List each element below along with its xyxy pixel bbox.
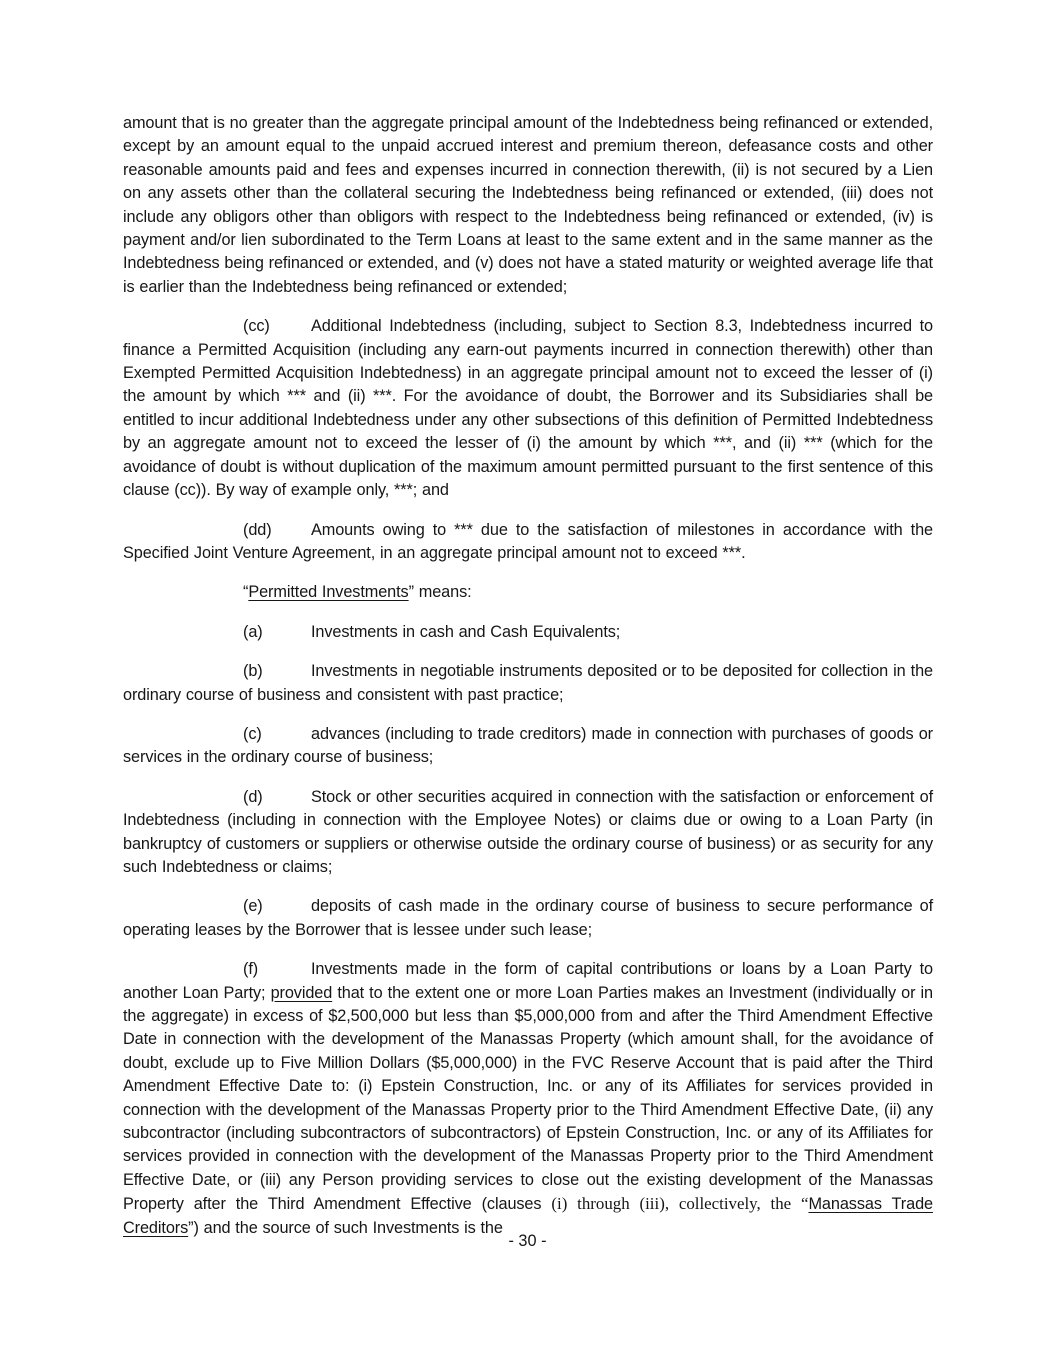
open-quote: “ (243, 583, 249, 602)
clause-label-b: (b) (243, 662, 263, 681)
paragraph-f (123, 958, 933, 1240)
paragraph-d (123, 786, 933, 880)
clause-text-dd: Amounts owing to *** due to the satisfaction of milestones in accordance with the Specified Joint Venture Agreement, in an aggregate principal amount not to exceed ***. (123, 520, 933, 562)
clause-text-c: advances (including to trade creditors) made in connection with purchases of goods or services in the ordinary course of business; (123, 724, 933, 767)
paragraph-a (123, 621, 933, 644)
clause-text-f-serif: (i) through (iii), collectively, the “ (551, 1194, 809, 1214)
clause-label-e: (e) (243, 897, 263, 916)
paragraph-continuation: amount that is no greater than the aggregate principal amount of the Indebtedness being refinanced or extended, except by an amount equal to the unpaid accrued interest and premium thereon, defeasance costs and other reasonable amounts paid and fees and expenses incurred in connection therewith, (ii) is not secured by a Lien on any assets other than the collateral securing the Indebtedness being refinanced or extended, (iii) does not include any obligors other than obligors with respect to the Indebtedness being refinanced or extended, (iv) is payment and/or lien subordinated to the Term Loans at least to the same extent and in the same manner as the Indebtedness being refinanced or extended, and (v) does not have a stated maturity or weighted average life that is earlier than the Indebtedness being refinanced or extended; (123, 114, 933, 296)
clause-text-e: deposits of cash made in the ordinary course of business to secure performance of operating leases by the Borrower that is lessee under such lease; (123, 897, 933, 939)
paragraph-e (123, 895, 933, 942)
clause-label-dd: (dd) (243, 520, 272, 539)
clause-label-d: (d) (243, 787, 263, 806)
clause-text-f-3: ”) and the source of such Investments is the (188, 1218, 503, 1237)
defined-term-permitted-investments: Permitted Investments (248, 583, 409, 602)
definition-suffix: ” means: (408, 583, 472, 602)
clause-text-b: Investments in negotiable instruments deposited or to be deposited for collection in the ordinary course of business and consistent with past practice; (123, 662, 933, 704)
clause-text-f-2: that to the extent one or more Loan Parties makes an Investment (individually or in the aggregate) in excess of $2,500,000 but less than $5,000,000 from and after the Third Amendment Effective Date in connection with the development of the Manassas Property (which amount shall, for the avoidance of doubt, exclude up to Five Million Dollars ($5,000,000) in the FVC Reserve Account that is paid after the Third Amendment Effective Date to: (i) Epstein Construction, Inc. or any of its Affiliates for services provided in connection with the development of the Manassas Property prior to the Third Amendment Effective Date, (ii) any subcontractor (including subcontractors of subcontractors) of Epstein Construction, Inc. or any of its Affiliates for services provided in connection with the development of the Manassas Property prior to the Third Amendment Effective Date, or (iii) any Person providing services to close out the existing development of the Manassas Property after the Third Amendment Effective (clauses (123, 983, 934, 1214)
paragraph-b (123, 660, 933, 707)
paragraph-definition (123, 581, 933, 604)
document-body (123, 112, 933, 1256)
clause-text-d: Stock or other securities acquired in connection with the satisfaction or enforcement of Indebtedness (including in connection with the Employee Notes) or claims due or owing to a Loan Party (in bankruptcy of customers or suppliers or otherwise outside the ordinary course of business) or as security for any such Indebtedness or claims; (123, 787, 933, 876)
clause-label-f: (f) (243, 960, 259, 979)
proviso-term: provided (270, 983, 333, 1002)
defined-term-manassas-trade-creditors: Manassas Trade Creditors (123, 1195, 933, 1237)
clause-text-f-1: Investments made in the form of capital contributions or loans by a Loan Party to another Loan Party; (123, 960, 933, 1002)
paragraph-cc (123, 315, 933, 502)
paragraph-dd (123, 519, 933, 566)
clause-label-a: (a) (243, 622, 263, 641)
page-number: - 30 - (508, 1232, 547, 1250)
clause-text-cc: Additional Indebtedness (including, subject to Section 8.3, Indebtedness incurred to finance a Permitted Acquisition (including any earn-out payments incurred in connection therewith) other than Exempted Permitted Acquisition Indebtedness) in an aggregate principal amount not to exceed the lesser of (i) the amount by which *** and (ii) ***. For the avoidance of doubt, the Borrower and its Subsidiaries shall be entitled to incur additional Indebtedness under any other subsections of this definition of Permitted Indebtedness by an aggregate amount not to exceed the lesser of (i) the amount by which ***, and (ii) *** (which for the avoidance of doubt is without duplication of the maximum amount permitted pursuant to the first sentence of this clause (cc)). By way of example only, ***; and (123, 317, 933, 500)
clause-label-cc: (cc) (243, 317, 270, 336)
clause-label-c: (c) (243, 724, 262, 743)
paragraph-c (123, 723, 933, 770)
clause-text-a: Investments in cash and Cash Equivalents; (311, 622, 621, 641)
